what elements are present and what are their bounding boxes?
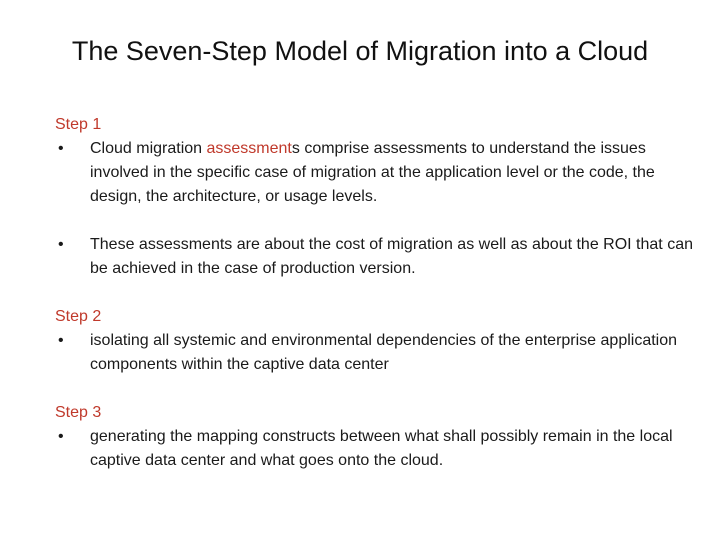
bullet-text-part: s comprise assessments to understand the issues involved in the specific case of migration at the application level or the code, the design, the architecture, or usage levels. xyxy=(90,140,655,205)
bullet-icon: • xyxy=(58,236,64,253)
bullet-text: isolating all systemic and environmental dependencies of the enterprise application components within the captive data center xyxy=(90,332,678,373)
step-2-bullet-1 xyxy=(55,329,695,377)
step-3-label: Step 3 xyxy=(55,404,102,421)
step-2-label: Step 2 xyxy=(55,308,102,325)
step-3-bullet-1 xyxy=(55,425,695,473)
bullet-text xyxy=(90,137,695,209)
bullet-icon: • xyxy=(58,332,64,349)
bullet-text: These assessments are about the cost of migration as well as about the ROI that can be achieved in the case of production version. xyxy=(90,236,693,277)
step-1-bullet-2 xyxy=(55,233,695,281)
slide-title: The Seven-Step Model of Migration into a Cloud xyxy=(71,36,649,66)
bullet-icon: • xyxy=(58,428,64,445)
bullet-text-part: Cloud migration xyxy=(90,140,207,157)
step-1-bullet-1 xyxy=(55,137,695,209)
highlight-term: assessment xyxy=(206,140,292,157)
step-1-label: Step 1 xyxy=(55,116,102,133)
bullet-text: generating the mapping constructs between what shall possibly remain in the local captive data center and what goes onto the cloud. xyxy=(90,428,673,469)
bullet-icon: • xyxy=(58,140,64,157)
slide-content xyxy=(55,113,695,473)
